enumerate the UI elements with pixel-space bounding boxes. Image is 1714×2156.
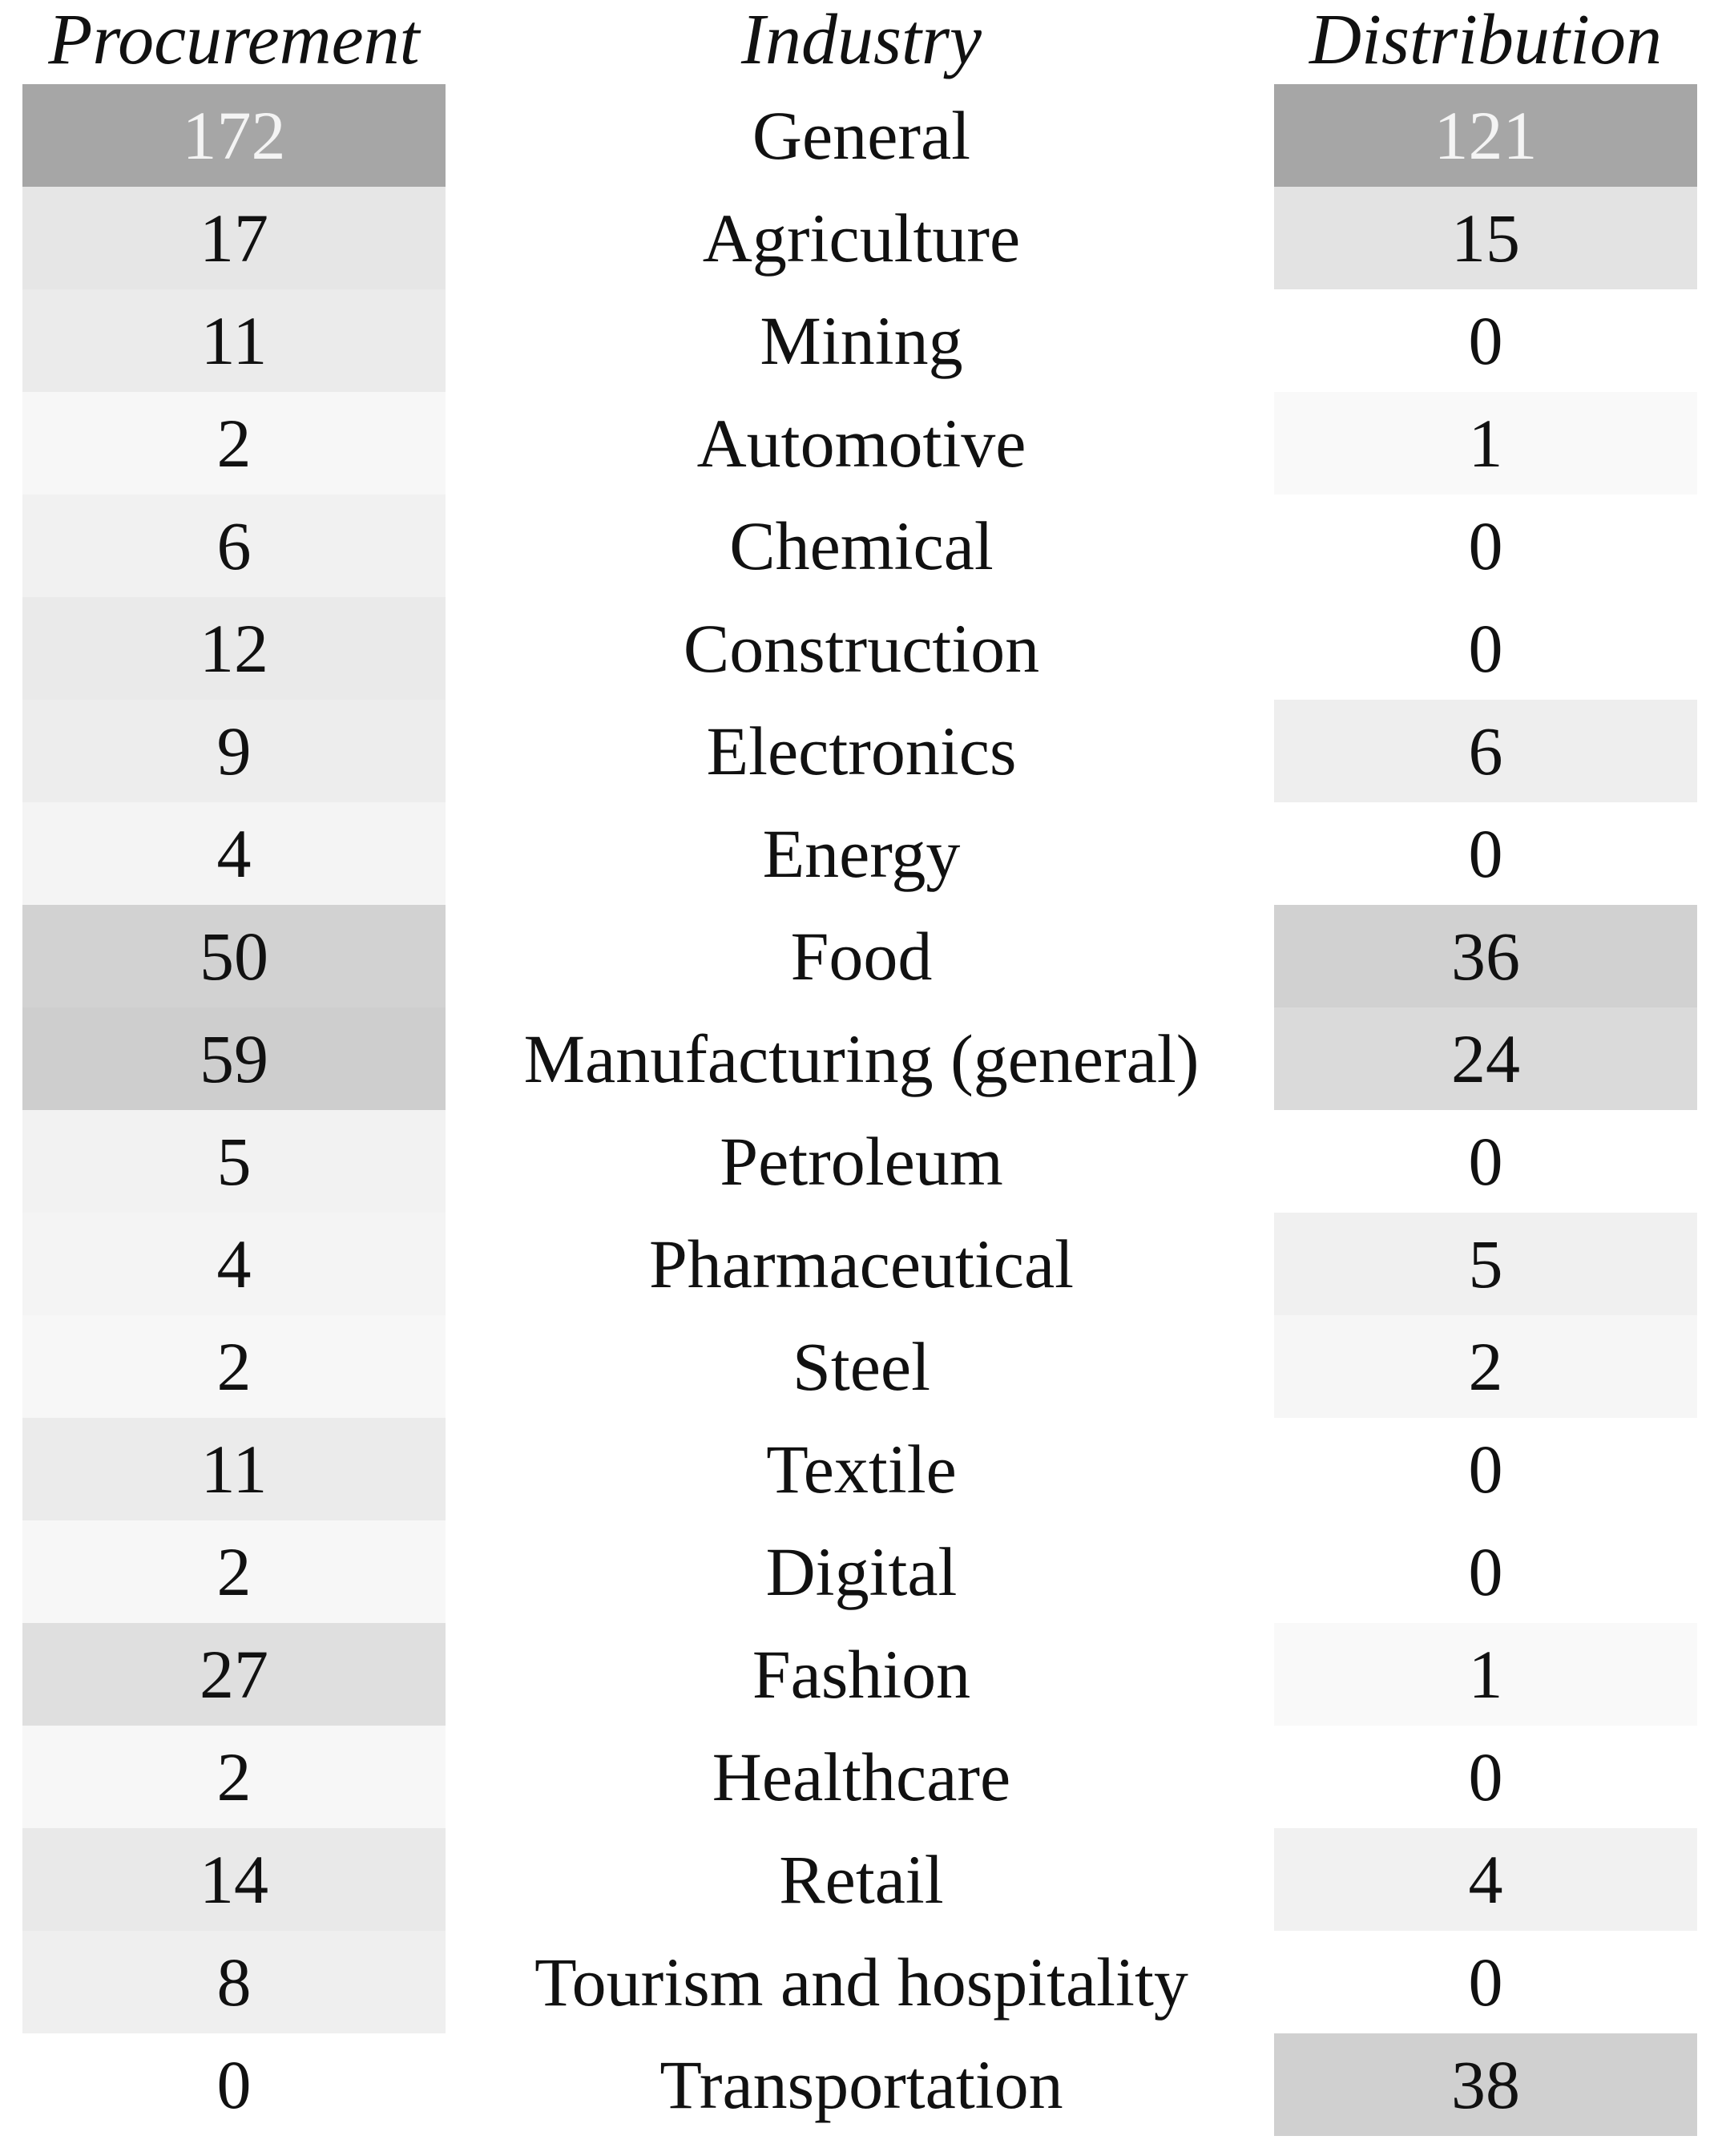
distribution-cell: 6 (1274, 700, 1697, 802)
procurement-cell: 4 (22, 802, 446, 905)
procurement-cell: 59 (22, 1007, 446, 1110)
procurement-cell: 8 (22, 1931, 446, 2033)
industry-cell: Pharmaceutical (648, 1225, 1075, 1302)
procurement-cell: 17 (22, 187, 446, 289)
distribution-cell: 0 (1274, 289, 1697, 392)
distribution-cell: 0 (1274, 1726, 1697, 1828)
industry-cell: Healthcare (712, 1738, 1011, 1815)
table-row (0, 187, 1714, 289)
procurement-cell: 0 (22, 2033, 446, 2136)
industry-cell: Construction (683, 610, 1040, 687)
industry-cell: Mining (760, 302, 963, 379)
table-row (0, 700, 1714, 802)
distribution-cell: 0 (1274, 495, 1697, 597)
procurement-cell: 11 (22, 289, 446, 392)
industry-cell: Chemical (729, 507, 994, 584)
procurement-cell: 14 (22, 1828, 446, 1931)
header-industry: Industry (741, 0, 982, 79)
procurement-cell: 172 (22, 84, 446, 187)
industry-cell: Electronics (706, 713, 1017, 789)
distribution-cell: 1 (1274, 1623, 1697, 1726)
distribution-cell: 0 (1274, 1520, 1697, 1623)
industry-cell: Textile (766, 1431, 957, 1508)
procurement-cell: 5 (22, 1110, 446, 1213)
distribution-cell: 0 (1274, 802, 1697, 905)
table-row (0, 1315, 1714, 1418)
table-row (0, 1110, 1714, 1213)
distribution-cell: 0 (1274, 1418, 1697, 1520)
table-row (0, 1931, 1714, 2033)
table-row (0, 289, 1714, 392)
industry-cell: Transportation (659, 2046, 1063, 2123)
table-row (0, 1418, 1714, 1520)
distribution-cell: 24 (1274, 1007, 1697, 1110)
distribution-cell: 0 (1274, 1110, 1697, 1213)
industry-cell: General (752, 97, 971, 174)
table-row (0, 392, 1714, 495)
procurement-cell: 27 (22, 1623, 446, 1726)
distribution-cell: 4 (1274, 1828, 1697, 1931)
industry-cell: Energy (762, 815, 961, 892)
industry-cell: Tourism and hospitality (534, 1944, 1188, 2021)
table-row (0, 905, 1714, 1007)
table-row (0, 1213, 1714, 1315)
industry-cell: Retail (779, 1841, 944, 1918)
procurement-cell: 2 (22, 1726, 446, 1828)
procurement-cell: 50 (22, 905, 446, 1007)
procurement-cell: 11 (22, 1418, 446, 1520)
industry-cell: Automotive (696, 405, 1026, 482)
procurement-cell: 9 (22, 700, 446, 802)
table-row (0, 1726, 1714, 1828)
procurement-cell: 6 (22, 495, 446, 597)
table-row (0, 597, 1714, 700)
distribution-cell: 15 (1274, 187, 1697, 289)
table-row (0, 1520, 1714, 1623)
industry-cell: Agriculture (702, 200, 1021, 277)
procurement-cell: 2 (22, 1520, 446, 1623)
table-row (0, 1623, 1714, 1726)
table-row (0, 802, 1714, 905)
table-row (0, 495, 1714, 597)
distribution-cell: 1 (1274, 392, 1697, 495)
heatmap-table (0, 84, 1714, 2136)
header-procurement: Procurement (48, 0, 420, 79)
header-distribution: Distribution (1309, 0, 1663, 79)
procurement-cell: 12 (22, 597, 446, 700)
distribution-cell: 36 (1274, 905, 1697, 1007)
industry-cell: Manufacturing (general) (523, 1020, 1200, 1097)
industry-cell: Petroleum (720, 1123, 1003, 1200)
industry-cell: Fashion (752, 1636, 971, 1713)
table-row (0, 2033, 1714, 2136)
table-row (0, 1007, 1714, 1110)
distribution-cell: 0 (1274, 597, 1697, 700)
procurement-cell: 2 (22, 1315, 446, 1418)
distribution-cell: 2 (1274, 1315, 1697, 1418)
table-row (0, 84, 1714, 187)
industry-cell: Steel (792, 1328, 930, 1405)
procurement-cell: 2 (22, 392, 446, 495)
distribution-cell: 121 (1274, 84, 1697, 187)
table-row (0, 1828, 1714, 1931)
distribution-cell: 5 (1274, 1213, 1697, 1315)
distribution-cell: 0 (1274, 1931, 1697, 2033)
procurement-cell: 4 (22, 1213, 446, 1315)
industry-cell: Food (790, 918, 933, 995)
industry-cell: Digital (765, 1533, 958, 1610)
distribution-cell: 38 (1274, 2033, 1697, 2136)
